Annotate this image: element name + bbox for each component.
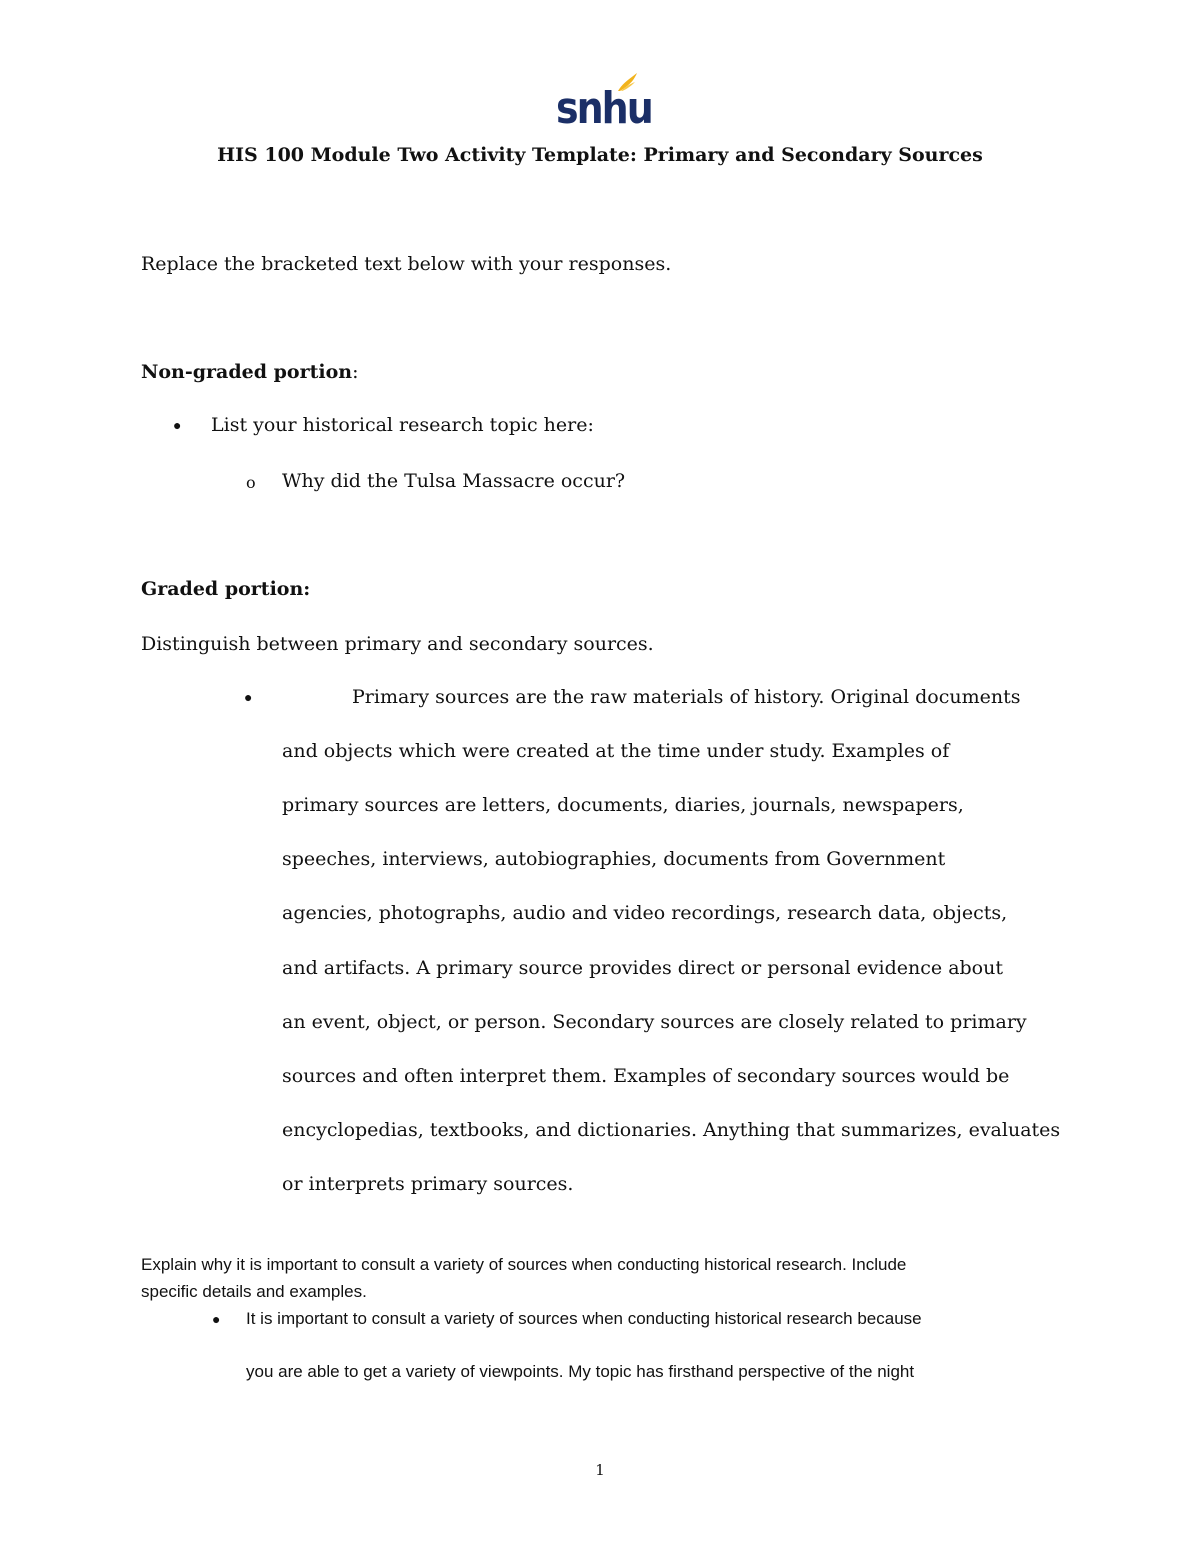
answer-explain-line: you are able to get a variety of viewpoints. My topic has firsthand perspective of the night xyxy=(246,1362,915,1381)
answer-line: speeches, interviews, autobiographies, documents from Government xyxy=(282,848,946,870)
answer-line: encyclopedias, textbooks, and dictionaries. Anything that summarizes, evaluates xyxy=(282,1119,1061,1141)
answer-line: and artifacts. A primary source provides direct or personal evidence about xyxy=(282,957,1003,979)
nongraded-heading-colon: : xyxy=(352,361,359,383)
prompt-distinguish: Distinguish between primary and secondary sources. xyxy=(141,633,654,655)
circle-bullet-icon: o xyxy=(246,473,256,492)
logo-text: snhu xyxy=(556,82,652,134)
topic-answer: Why did the Tulsa Massacre occur? xyxy=(282,470,626,492)
graded-heading: Graded portion: xyxy=(141,578,311,600)
answer-line: an event, object, or person. Secondary sources are closely related to primary xyxy=(282,1011,1027,1033)
answer-line: and objects which were created at the time under study. Examples of xyxy=(282,740,950,762)
bullet-icon: ● xyxy=(173,419,182,434)
snhu-logo xyxy=(556,72,652,134)
bullet-icon: ● xyxy=(244,691,253,706)
topic-prompt: List your historical research topic here: xyxy=(211,414,594,436)
answer-line: sources and often interpret them. Examples of secondary sources would be xyxy=(282,1065,1010,1087)
answer-explain-line: It is important to consult a variety of sources when conducting historical research because xyxy=(246,1309,922,1328)
prompt-explain-line: Explain why it is important to consult a variety of sources when conducting historical research. Include xyxy=(141,1255,907,1274)
answer-line: primary sources are letters, documents, diaries, journals, newspapers, xyxy=(282,794,964,816)
answer-line: Primary sources are the raw materials of history. Original documents xyxy=(352,686,1021,708)
document-title: HIS 100 Module Two Activity Template: Primary and Secondary Sources xyxy=(217,144,983,166)
prompt-explain-line: specific details and examples. xyxy=(141,1282,367,1301)
instructions-text: Replace the bracketed text below with your responses. xyxy=(141,253,672,275)
bullet-icon: ● xyxy=(212,1313,221,1328)
answer-line: agencies, photographs, audio and video recordings, research data, objects, xyxy=(282,902,1008,924)
page-number: 1 xyxy=(595,1461,605,1479)
nongraded-heading-label: Non-graded portion xyxy=(141,361,353,383)
nongraded-heading xyxy=(141,361,358,383)
answer-line: or interprets primary sources. xyxy=(282,1173,574,1195)
